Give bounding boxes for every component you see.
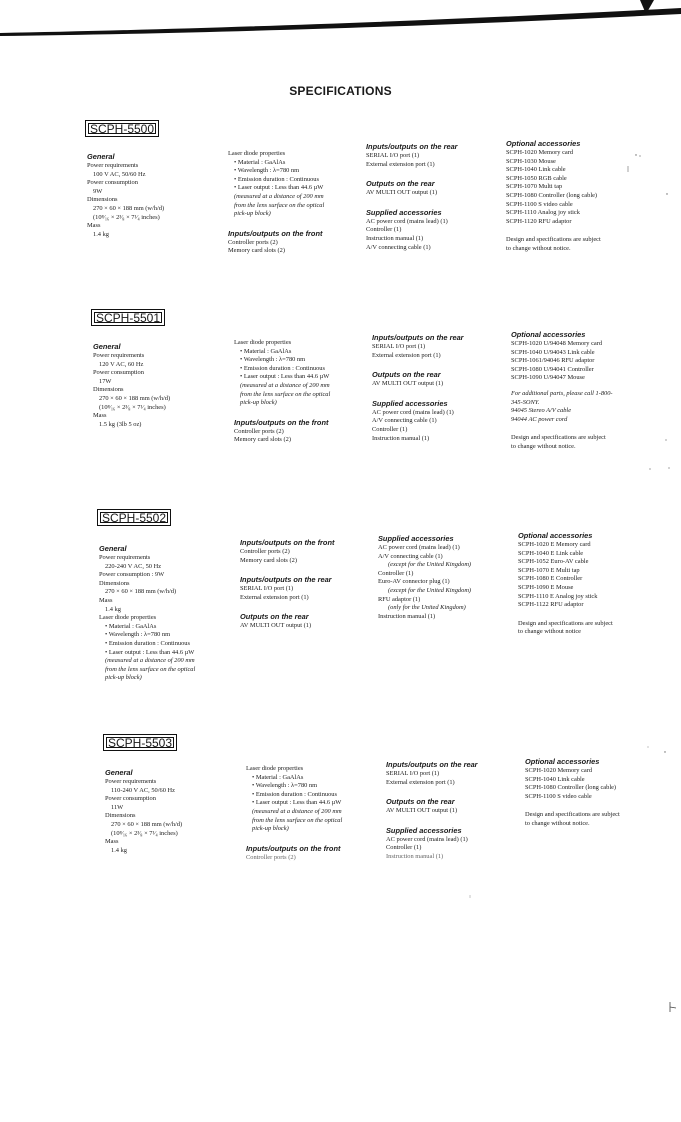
laser-note: pick-up block) [105, 674, 142, 682]
laser-item: • Emission duration : Continuous [252, 790, 337, 798]
spec-line: Memory card slots (2) [240, 556, 297, 564]
spec-line: 100 V AC, 50/60 Hz [93, 170, 146, 178]
spec-line: SERIAL I/O port (1) [366, 152, 420, 159]
accessory-line: SCPH-1040 Link cable [525, 775, 585, 783]
general-heading: General [93, 342, 121, 351]
spec-line: Power consumption [105, 795, 156, 803]
front-heading: Inputs/outputs on the front [228, 228, 323, 238]
front-heading: Inputs/outputs on the front [246, 843, 341, 853]
optional-heading: Optional accessories [525, 757, 600, 766]
laser-note: from the lens surface on the optical [240, 390, 331, 398]
spec-note: (except for the United Kingdom) [388, 586, 472, 594]
spec-line: Power consumption [87, 179, 138, 187]
spec-line: Controller (1) [366, 226, 402, 234]
laser-and-front-5500 [228, 150, 324, 256]
spec-line: (10⁸⁄₁₆ × 2³⁄₈ × 7¹⁄₄ inches) [99, 403, 166, 411]
notice-line: Design and specifications are subject [506, 236, 601, 244]
notice-line: to change without notice. [525, 819, 590, 827]
laser-note: from the lens surface on the optical [105, 665, 196, 673]
outputs-rear-heading: Outputs on the rear [366, 179, 435, 189]
spec-line: A/V connecting cable (1) [366, 243, 431, 251]
laser-item: • Laser output : Less than 44.6 µW [234, 184, 324, 192]
spec-line: AC power cord (mains lead) (1) [372, 408, 454, 416]
spec-line: Power requirements [93, 352, 145, 359]
spec-line: RFU adaptor (1) [378, 595, 421, 603]
notice-line: to change without notice. [511, 442, 576, 450]
laser-item: • Wavelength : λ=780 nm [240, 356, 306, 364]
general-heading: General [105, 768, 133, 777]
spec-line: 1.4 kg [93, 230, 109, 238]
laser-item: • Laser output : Less than 44.6 µW [252, 799, 342, 807]
accessory-line: SCPH-1020 Memory card [525, 767, 593, 774]
optional-5500 [506, 139, 601, 254]
spec-line: External extension port (1) [240, 593, 309, 601]
spec-line: Instruction manual (1) [378, 612, 436, 620]
laser-item: • Material : GaAlAs [240, 347, 292, 355]
spec-line: AC power cord (mains lead) (1) [378, 544, 460, 551]
accessory-line: SCPH-1070 Multi tap [506, 183, 563, 191]
extra-parts-line: 345-SONY. [511, 398, 540, 406]
accessory-line: SCPH-1020 Memory card [506, 149, 574, 156]
laser-title: Laser diode properties [246, 765, 304, 772]
spec-line: Memory card slots (2) [228, 247, 285, 255]
accessory-line: SCPH-1090 E Mouse [518, 583, 574, 591]
accessory-line: SCPH-1052 Euro-AV cable [518, 558, 589, 566]
accessory-line: SCPH-1020 E Memory card [518, 541, 591, 548]
laser-note: from the lens surface on the optical [252, 816, 343, 824]
spec-line: 1.5 kg (3lb 5 oz) [99, 420, 142, 428]
extra-parts-line: 94045 Stereo A/V cable [511, 407, 572, 415]
laser-note: (measured at a distance of 200 mm [105, 657, 195, 665]
spec-line: 1.4 kg [105, 605, 121, 613]
accessory-line: SCPH-1050 RGB cable [506, 174, 567, 182]
spec-line: AV MULTI OUT output (1) [240, 622, 312, 630]
accessory-line: SCPH-1080 E Controller [518, 575, 583, 583]
model-label-scph-5500: SCPH-5500 [85, 120, 159, 137]
notice-line: Design and specifications are subject [525, 811, 620, 819]
front-heading: Inputs/outputs on the front [234, 417, 329, 427]
notice-line: to change without notice [518, 628, 582, 636]
rear-io-heading: Inputs/outputs on the rear [372, 333, 464, 342]
spec-line: Instruction manual (1) [386, 852, 444, 860]
accessory-line: SCPH-1040 E Link cable [518, 549, 584, 557]
spec-line: Controller (1) [386, 844, 422, 852]
general-section-5502 [99, 544, 195, 683]
spec-line: (10⁸⁄₁₆ × 2³⁄₈ × 7¹⁄₄ inches) [111, 829, 178, 837]
general-section-5501 [93, 342, 170, 429]
outputs-rear-heading: Outputs on the rear [240, 612, 309, 622]
spec-line: Instruction manual (1) [366, 234, 424, 242]
accessory-line: SCPH-1080 U/94041 Controller [511, 365, 594, 373]
spec-line: A/V connecting cable (1) [378, 552, 443, 560]
spec-line: Power consumption : 9W [99, 571, 165, 579]
spec-line: Dimensions [87, 196, 118, 204]
extra-parts-line: For additional parts, please call 1-800- [511, 389, 613, 397]
optional-5503 [525, 757, 620, 829]
rear-io-heading: Inputs/outputs on the rear [240, 575, 332, 585]
spec-line: Dimensions [99, 579, 130, 587]
laser-note: pick-up block) [234, 210, 271, 218]
laser-item: • Wavelength : λ=780 nm [234, 167, 300, 175]
supplied-5502 [378, 534, 471, 621]
spec-line: (10⁸⁄₁₆ × 2³⁄₈ × 7¹⁄₄ inches) [93, 213, 160, 221]
spec-line: AV MULTI OUT output (1) [386, 807, 458, 815]
laser-note: (measured at a distance of 200 mm [234, 192, 324, 200]
rear-and-supplied-5500 [366, 142, 458, 252]
laser-item: • Material : GaAlAs [234, 158, 286, 166]
laser-item: • Emission duration : Continuous [105, 639, 190, 647]
spec-line: Mass [87, 222, 101, 230]
spec-line: 270 × 60 × 188 mm (w/h/d) [105, 588, 177, 596]
laser-title: Laser diode properties [228, 150, 286, 157]
spec-note: (only for the United Kingdom) [388, 604, 466, 612]
accessory-line: SCPH-1100 S video cable [525, 792, 592, 800]
supplied-heading: Supplied accessories [372, 398, 448, 408]
spec-line: 270 × 60 × 188 mm (w/h/d) [93, 204, 165, 212]
laser-item: • Material : GaAlAs [105, 622, 157, 630]
laser-note: (measured at a distance of 200 mm [240, 381, 330, 389]
laser-and-front-5503 [246, 765, 342, 862]
spec-line: Controller ports (2) [228, 238, 278, 246]
spec-line: 270 × 60 × 188 mm (w/h/d) [99, 394, 171, 402]
spec-line: Power requirements [105, 778, 157, 785]
spec-line: Controller (1) [378, 569, 414, 577]
supplied-heading: Supplied accessories [386, 825, 462, 835]
spec-line: 110-240 V AC, 50/60 Hz [111, 786, 175, 794]
laser-note: pick-up block) [240, 399, 277, 407]
general-heading: General [99, 544, 127, 553]
extra-parts-line: 94044 AC power cord [511, 415, 568, 423]
spec-line: Euro-AV connector plug (1) [378, 578, 450, 586]
rear-io-heading: Inputs/outputs on the rear [386, 760, 478, 769]
spec-line: 120 V AC, 60 Hz [99, 360, 144, 368]
optional-5502 [518, 531, 613, 637]
spec-line: Controller ports (2) [246, 853, 296, 861]
model-label-scph-5502: SCPH-5502 [97, 509, 171, 526]
spec-line: Power requirements [99, 554, 151, 561]
laser-note: pick-up block) [252, 825, 289, 833]
rear-and-supplied-5501 [372, 333, 464, 443]
laser-item: • Wavelength : λ=780 nm [252, 782, 318, 790]
spec-line: External extension port (1) [386, 778, 455, 786]
spec-line: 1.4 kg [111, 846, 127, 854]
spec-line: 17W [99, 377, 112, 385]
accessory-line: SCPH-1030 Mouse [506, 157, 556, 165]
optional-heading: Optional accessories [511, 330, 586, 339]
spec-note: (except for the United Kingdom) [388, 561, 472, 569]
spec-line: Mass [105, 838, 119, 846]
model-label-scph-5503: SCPH-5503 [103, 734, 177, 751]
spec-line: A/V connecting cable (1) [372, 417, 437, 425]
optional-5501 [511, 330, 613, 452]
laser-item: • Emission duration : Continuous [240, 364, 325, 372]
spec-line: Dimensions [93, 386, 124, 394]
spec-line: Mass [99, 596, 113, 604]
scan-edge-stroke [0, 0, 681, 40]
outputs-rear-heading: Outputs on the rear [372, 370, 441, 380]
spec-line: 220-240 V AC, 50 Hz [105, 562, 162, 570]
rear-and-supplied-5503 [386, 760, 478, 862]
accessory-line: SCPH-1090 U/94047 Mouse [511, 374, 585, 382]
spec-line: 270 × 60 × 188 mm (w/h/d) [111, 820, 183, 828]
spec-line: Mass [93, 412, 107, 420]
optional-heading: Optional accessories [506, 139, 581, 148]
spec-line: AC power cord (mains lead) (1) [366, 217, 448, 225]
laser-item: • Emission duration : Continuous [234, 175, 319, 183]
laser-note: from the lens surface on the optical [234, 201, 325, 209]
laser-note: (measured at a distance of 200 mm [252, 807, 342, 815]
spec-line: Instruction manual (1) [372, 434, 430, 442]
spec-line: SERIAL I/O port (1) [240, 585, 294, 593]
spec-line: AV MULTI OUT output (1) [366, 189, 438, 197]
spec-line: Controller (1) [372, 425, 408, 433]
supplied-heading: Supplied accessories [366, 207, 442, 217]
spec-line: External extension port (1) [366, 160, 435, 168]
laser-item: • Material : GaAlAs [252, 773, 304, 781]
supplied-heading: Supplied accessories [378, 534, 454, 543]
accessory-line: SCPH-1040 U/94043 Link cable [511, 348, 595, 356]
spec-line: Controller ports (2) [234, 427, 284, 435]
general-heading: General [87, 152, 115, 161]
laser-item: • Laser output : Less than 44.6 µW [105, 648, 195, 656]
accessory-line: SCPH-1080 Controller (long cable) [506, 191, 598, 199]
accessory-line: SCPH-1120 RFU adaptor [506, 217, 572, 225]
accessory-line: SCPH-1122 RFU adaptor [518, 601, 584, 609]
spec-line: 9W [93, 187, 103, 195]
accessory-line: SCPH-1100 S video cable [506, 200, 573, 208]
io-5502 [240, 538, 334, 631]
spec-line: SERIAL I/O port (1) [372, 343, 426, 350]
spec-line: 11W [111, 803, 124, 811]
laser-item: • Wavelength : λ=780 nm [105, 631, 171, 639]
model-label-scph-5501: SCPH-5501 [91, 309, 165, 326]
spec-line: Laser diode properties [99, 614, 157, 622]
spec-line: AV MULTI OUT output (1) [372, 380, 444, 388]
optional-heading: Optional accessories [518, 531, 593, 540]
notice-line: to change without notice. [506, 244, 571, 252]
spec-line: Dimensions [105, 812, 136, 820]
page-title: SPECIFICATIONS [289, 84, 392, 98]
accessory-line: SCPH-1020 U/94048 Memory card [511, 340, 603, 347]
spec-line: SERIAL I/O port (1) [386, 770, 440, 777]
accessory-line: SCPH-1080 Controller (long cable) [525, 784, 617, 792]
accessory-line: SCPH-1110 E Analog joy stick [518, 592, 598, 600]
spec-line: Controller ports (2) [240, 548, 290, 555]
spec-line: AC power cord (mains lead) (1) [386, 835, 468, 843]
spec-line: Power requirements [87, 162, 139, 169]
notice-line: Design and specifications are subject [511, 434, 606, 442]
laser-and-front-5501 [234, 339, 330, 445]
outputs-rear-heading: Outputs on the rear [386, 797, 455, 807]
accessory-line: SCPH-1040 Link cable [506, 166, 566, 174]
general-section-5500 [87, 152, 164, 239]
laser-title: Laser diode properties [234, 339, 292, 346]
front-heading: Inputs/outputs on the front [240, 538, 335, 547]
spec-line: External extension port (1) [372, 351, 441, 359]
notice-line: Design and specifications are subject [518, 619, 613, 627]
laser-item: • Laser output : Less than 44.6 µW [240, 373, 330, 381]
spec-line: Power consumption [93, 369, 144, 377]
general-section-5503 [105, 768, 182, 855]
accessory-line: SCPH-1070 E Multi tap [518, 566, 580, 574]
spec-line: Memory card slots (2) [234, 436, 291, 444]
accessory-line: SCPH-1061/94046 RFU adaptor [511, 357, 595, 365]
rear-io-heading: Inputs/outputs on the rear [366, 142, 458, 151]
accessory-line: SCPH-1110 Analog joy stick [506, 209, 580, 217]
